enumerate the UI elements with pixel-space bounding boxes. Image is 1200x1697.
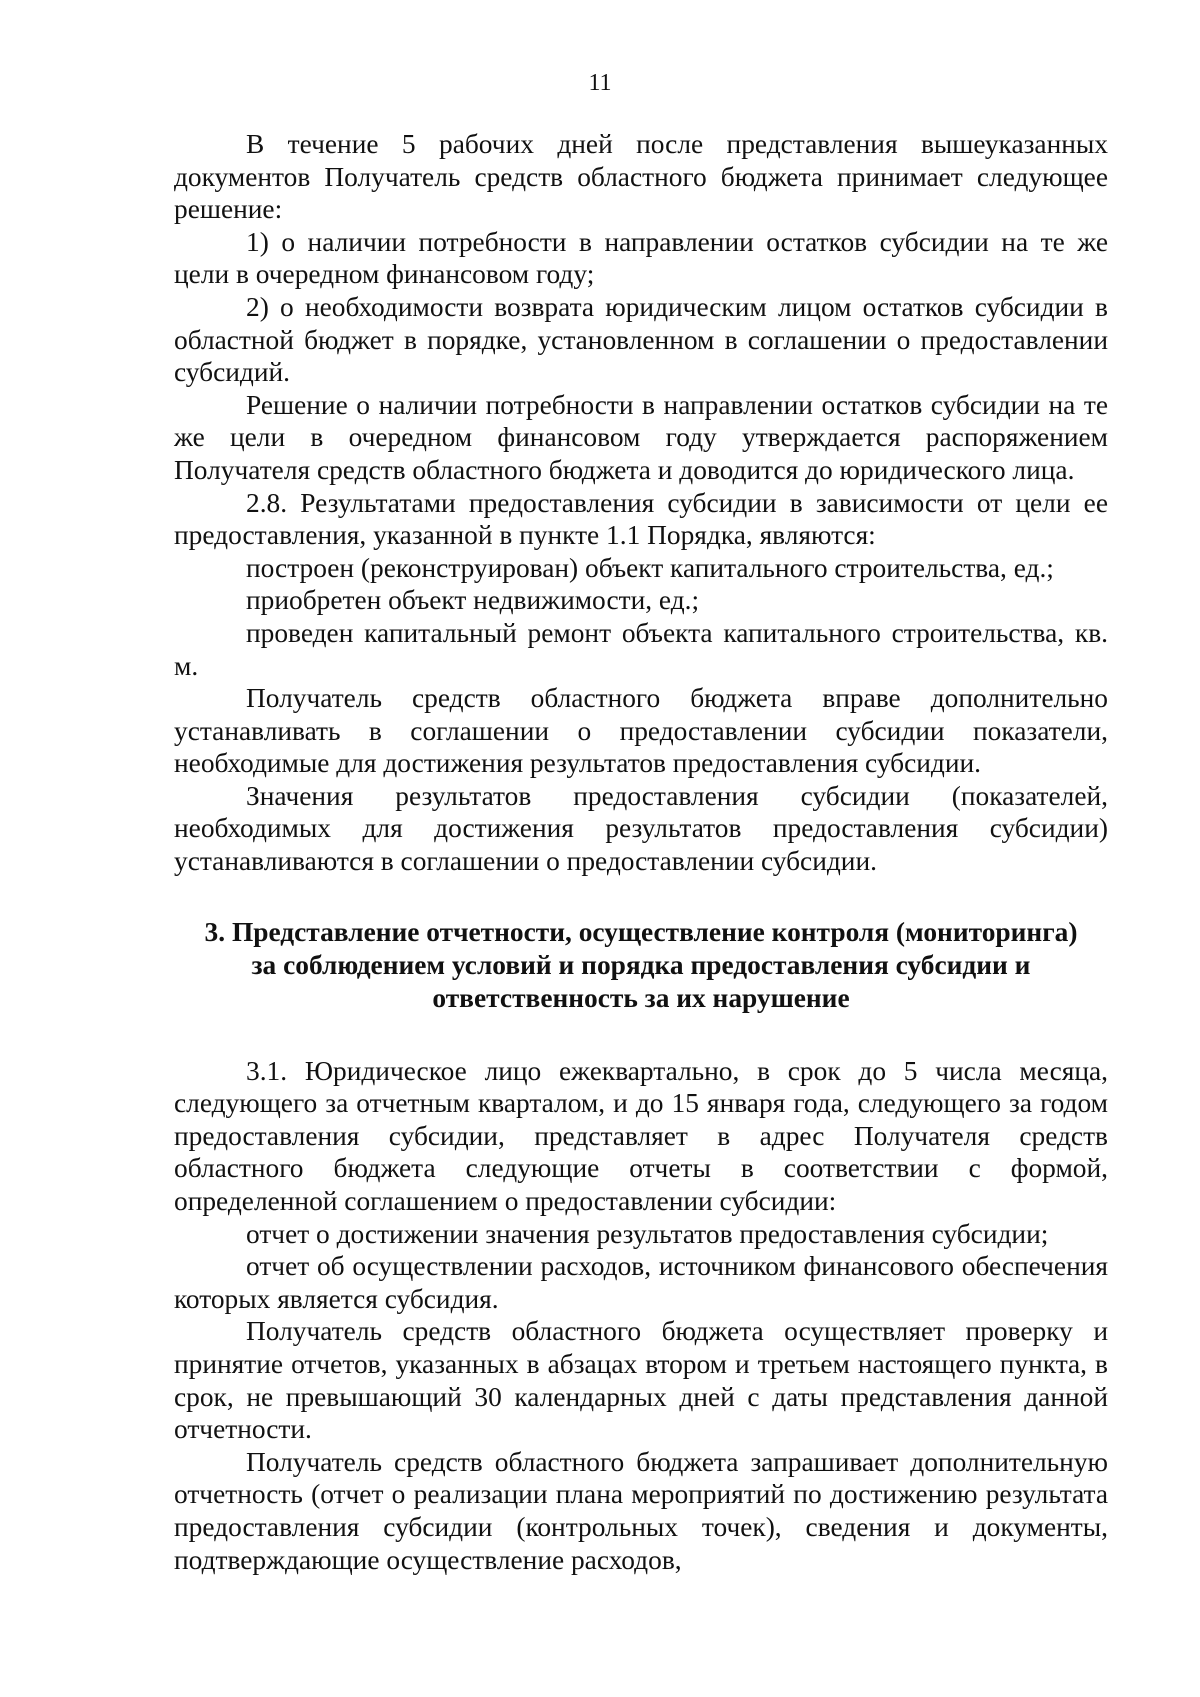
paragraph: 3.1. Юридическое лицо ежеквартально, в срок до 5 числа месяца, следующего за отчетным кварталом, и до 15 января года, следующего за годом предоставления субсидии, представляет в адрес Получателя средств областного бюджета следующие отчеты в соответствии с формой, определенной соглашением о предоставлении субсидии: [174,1055,1108,1217]
paragraph: 1) о наличии потребности в направлении остатков субсидии на те же цели в очередном финансовом году; [174,226,1108,290]
paragraph: 2.8. Результатами предоставления субсидии в зависимости от цели ее предоставления, указанной в пункте 1.1 Порядка, являются: [174,487,1108,551]
paragraph: приобретен объект недвижимости, ед.; [246,585,700,616]
section-heading-line: 3. Представление отчетности, осуществление контроля (мониторинга) [204,916,1078,947]
paragraph: построен (реконструирован) объект капитального строительства, ед.; [246,552,1054,583]
section-heading-line: ответственность за их нарушение [432,982,850,1013]
paragraph: Получатель средств областного бюджета осуществляет проверку и принятие отчетов, указанных в абзацах втором и третьем настоящего пункта, в срок, не превышающий 30 календарных дней с даты представления данной отчетности. [174,1316,1108,1445]
paragraph: Значения результатов предоставления субсидии (показателей, необходимых для достижения результатов предоставления субсидии) устанавливаются в соглашении о предоставлении субсидии. [174,780,1108,877]
paragraph: 2) о необходимости возврата юридическим лицом остатков субсидии в областной бюджет в порядке, установленном в соглашении о предоставлении субсидий. [174,291,1108,388]
section-heading-line: за соблюдением условий и порядка предоставления субсидии и [251,949,1031,980]
document-body [174,128,1108,1576]
section-heading [174,916,1108,1015]
paragraph: Получатель средств областного бюджета запрашивает дополнительную отчетность (отчет о реализации плана мероприятий по достижению результата предоставления субсидии (контрольных точек), сведения и документы, подтверждающие осуществление расходов, [174,1446,1108,1575]
page-number: 11 [588,70,612,96]
paragraph: В течение 5 рабочих дней после представления вышеуказанных документов Получатель средств областного бюджета принимает следующее решение: [174,129,1108,225]
paragraph: отчет об осуществлении расходов, источником финансового обеспечения которых является субсидия. [174,1251,1108,1314]
paragraph: Решение о наличии потребности в направлении остатков субсидии на те же цели в очередном финансовом году утверждается распоряжением Получателя средств областного бюджета и доводится до юридического лица. [174,389,1108,485]
paragraph: проведен капитальный ремонт объекта капитального строительства, кв. м. [174,617,1108,681]
paragraph: отчет о достижении значения результатов предоставления субсидии; [246,1218,1049,1249]
paragraph: Получатель средств областного бюджета вправе дополнительно устанавливать в соглашении о предоставлении субсидии показатели, необходимые для достижения результатов предоставления субсидии. [174,683,1108,779]
